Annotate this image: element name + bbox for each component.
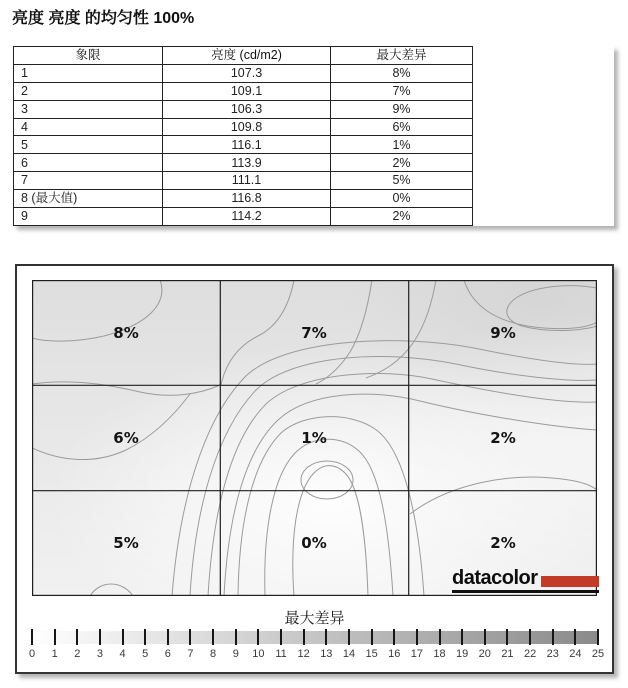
table-cell: 1: [14, 64, 163, 82]
luminance-table-card: [13, 46, 614, 226]
colorbar-tick: [189, 629, 191, 645]
table-cell: 3: [14, 100, 163, 118]
colorbar-tick: [122, 629, 124, 645]
table-cell: 114.2: [163, 208, 331, 226]
uniformity-contour-plot: [32, 280, 597, 596]
cell-max-diff-label: 2%: [490, 429, 516, 447]
colorbar-tick-label: 12: [297, 648, 310, 660]
colorbar-tick-label: 19: [456, 648, 469, 660]
colorbar-tick-label: 18: [433, 648, 446, 660]
colorbar-tick: [597, 629, 599, 645]
colorbar-tick-label: 15: [365, 648, 378, 660]
table-cell: 2%: [331, 154, 473, 172]
cell-max-diff-label: 9%: [490, 324, 516, 342]
col-header-max-diff: 最大差异: [331, 47, 473, 65]
colorbar-tick-label: 11: [275, 648, 287, 660]
cell-max-diff-label: 0%: [301, 534, 327, 552]
page-title: 亮度 亮度 的均匀性 100%: [12, 10, 195, 27]
table-row: [14, 118, 473, 136]
colorbar-tick: [325, 629, 327, 645]
colorbar-tick: [31, 629, 33, 645]
colorbar-tick-label: 25: [591, 648, 605, 660]
colorbar-tick: [393, 629, 395, 645]
colorbar-tick-label: 9: [232, 648, 239, 660]
table-row: [14, 64, 473, 82]
table-cell: 2: [14, 82, 163, 100]
cell-max-diff-label: 8%: [113, 324, 139, 342]
colorbar-tick-label: 22: [523, 648, 537, 660]
table-cell: 7: [14, 172, 163, 190]
colorbar-tick-label: 16: [388, 648, 401, 660]
colorbar-tick: [235, 629, 237, 645]
colorbar-tick: [280, 629, 282, 645]
table-cell: 7%: [331, 82, 473, 100]
colorbar-tick-label: 3: [96, 648, 103, 660]
col-header-luminance: 亮度 (cd/m2): [163, 47, 331, 65]
table-cell: 6%: [331, 118, 473, 136]
colorbar-tick-label: 5: [142, 648, 149, 660]
datacolor-logo-red-bar: [541, 576, 599, 587]
colorbar-tick: [99, 629, 101, 645]
table-cell: 111.1: [163, 172, 331, 190]
col-header-quadrant: 象限: [14, 47, 163, 65]
colorbar-tick-label: 21: [501, 648, 514, 660]
table-cell: 4: [14, 118, 163, 136]
table-cell: 1%: [331, 136, 473, 154]
colorbar-tick: [212, 629, 214, 645]
colorbar-tick: [552, 629, 554, 645]
colorbar-tick-label: 0: [28, 648, 36, 660]
cell-max-diff-label: 1%: [301, 429, 327, 447]
table-row: [14, 136, 473, 154]
table-row: [14, 154, 473, 172]
table-row: [14, 100, 473, 118]
table-row: [14, 172, 473, 190]
cell-max-diff-label: 5%: [113, 534, 139, 552]
table-cell: 116.1: [163, 136, 331, 154]
luminance-table: [13, 46, 473, 226]
table-cell: 107.3: [163, 64, 331, 82]
colorbar-tick-label: 4: [119, 648, 126, 660]
colorbar-tick-label: 13: [320, 648, 333, 660]
colorbar-tick-label: 7: [187, 648, 194, 660]
table-cell: 109.8: [163, 118, 331, 136]
table-cell: 9: [14, 208, 163, 226]
table-cell: 116.8: [163, 190, 331, 208]
datacolor-logo: [452, 568, 599, 593]
colorbar-tick: [529, 629, 531, 645]
colorbar-tick: [167, 629, 169, 645]
table-cell: 109.1: [163, 82, 331, 100]
colorbar-tick-label: 20: [478, 648, 491, 660]
colorbar-tick-label: 24: [569, 648, 582, 660]
colorbar-tick: [371, 629, 373, 645]
table-cell: 5: [14, 136, 163, 154]
colorbar-tick: [54, 629, 56, 645]
colorbar-tick: [506, 629, 508, 645]
uniformity-map-panel: [15, 264, 614, 674]
colorbar-tick: [484, 629, 486, 645]
colorbar-title: 最大差异: [284, 610, 345, 627]
colorbar-tick-label: 8: [210, 648, 217, 660]
colorbar-tick-label: 17: [410, 648, 423, 660]
luminance-table-body: [14, 64, 473, 225]
table-cell: 106.3: [163, 100, 331, 118]
table-cell: 0%: [331, 190, 473, 208]
colorbar-tick: [416, 629, 418, 645]
colorbar-tick: [439, 629, 441, 645]
cell-max-diff-label: 6%: [113, 429, 139, 447]
colorbar-tick: [76, 629, 78, 645]
colorbar-ticks: [28, 627, 605, 667]
colorbar-tick-label: 6: [164, 648, 171, 660]
table-cell: 8 (最大值): [14, 190, 163, 208]
table-cell: 5%: [331, 172, 473, 190]
colorbar-tick-label: 2: [74, 648, 81, 660]
colorbar-tick-label: 1: [51, 648, 58, 660]
colorbar-tick: [574, 629, 576, 645]
cell-max-diff-label: 2%: [490, 534, 516, 552]
table-row: [14, 82, 473, 100]
table-cell: 113.9: [163, 154, 331, 172]
colorbar-tick: [348, 629, 350, 645]
colorbar-tick-label: 10: [252, 648, 265, 660]
table-cell: 9%: [331, 100, 473, 118]
colorbar-tick: [461, 629, 463, 645]
colorbar-tick-label: 14: [342, 648, 356, 660]
table-row: [14, 208, 473, 226]
colorbar-tick: [303, 629, 305, 645]
table-cell: 2%: [331, 208, 473, 226]
table-cell: 8%: [331, 64, 473, 82]
table-header-row: [14, 47, 473, 65]
datacolor-logo-text: datacolor: [452, 567, 538, 589]
table-cell: 6: [14, 154, 163, 172]
colorbar-tick-label: 23: [546, 648, 559, 660]
colorbar-tick: [144, 629, 146, 645]
table-row: [14, 190, 473, 208]
colorbar-tick: [257, 629, 259, 645]
cell-max-diff-label: 7%: [301, 324, 327, 342]
